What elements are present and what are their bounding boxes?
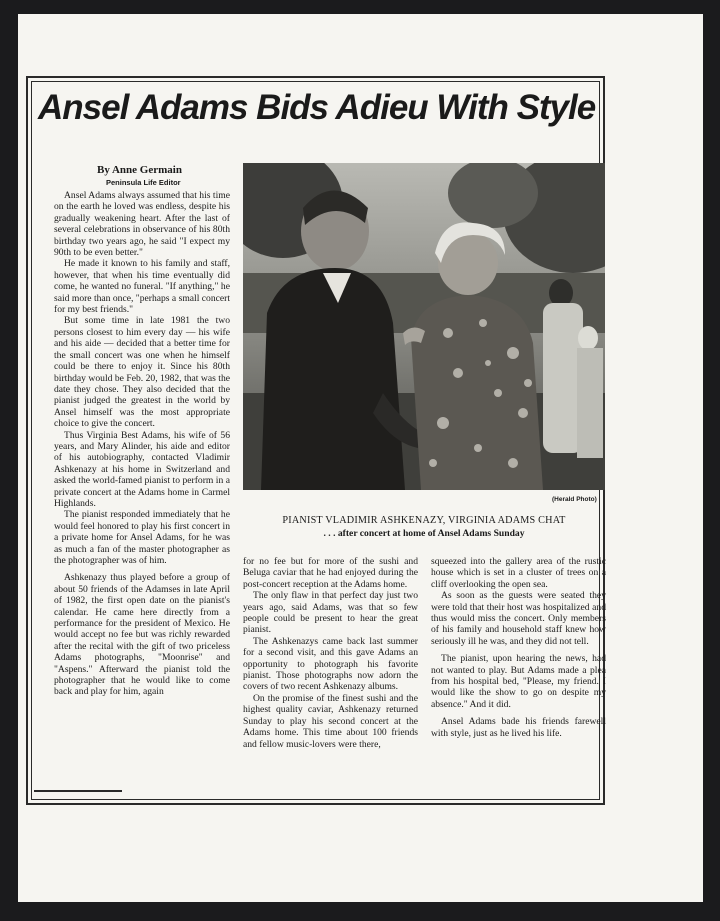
paragraph: As soon as the guests were seated they were told that their host was hospitalized and thus would miss the concert. Only members of his family and household staff knew how seriously ill he was, and they did not tell. — [431, 590, 606, 647]
byline-author: By Anne Germain — [97, 164, 182, 176]
news-photo — [243, 163, 605, 490]
article-column-1 — [54, 190, 230, 790]
paragraph: squeezed into the gallery area of the rustic house which is set in a cluster of trees on a cliff overlooking the open sea. — [431, 556, 606, 590]
paragraph: for no fee but for more of the sushi and Beluga caviar that he had enjoyed during the post-concert reception at the Adams home. — [243, 556, 418, 590]
paragraph: The only flaw in that perfect day just two years ago, said Adams, was that so few people could be present to hear the great pianist. — [243, 590, 418, 636]
photo-subcaption: . . . after concert at home of Ansel Adams Sunday — [323, 528, 525, 539]
photo-caption: PIANIST VLADIMIR ASHKENAZY, VIRGINIA ADAMS CHAT — [282, 515, 566, 526]
paragraph: The pianist, upon hearing the news, had not wanted to play. But Adams made a plea from his hospital bed, "Please, my friend. I would like the show to go on despite my absence." And it did. — [431, 653, 606, 710]
byline-title: Peninsula Life Editor — [106, 178, 181, 187]
paragraph: Thus Virginia Best Adams, his wife of 56 years, and Mary Alinder, his aide and editor of his autobiography, contacted Vladimir Ashkenazy at his home in Switzerland and asked the world-famed pianist to perform in a private concert at the Adams home in Carmel Highlands. — [54, 429, 230, 509]
photo-credit: (Herald Photo) — [552, 496, 597, 503]
paragraph: He made it known to his family and staff, however, that when his time eventually did come, he wanted no funeral. "If anything," he said more than once, "perhaps a small concert for my best friends." — [54, 258, 230, 316]
headline: Ansel Adams Bids Adieu With Style — [38, 88, 596, 127]
paragraph: But some time in late 1981 the two persons closest to him every day — his wife and his aide — decided that a better time for the small concert was one when he himself could be there to enjoy it. Since his 80th birthday would be Feb. 20, 1982, that was the date they chose. They also decided that the pianist judged the greatest in the world by Ansel himself was the most appropriate choice to give the concert. — [54, 315, 230, 430]
paragraph: On the promise of the finest sushi and the highest quality caviar, Ashkenazy returned Sunday to play his second concert at the Adams home. This time about 100 friends and fellow music-lovers were there, — [243, 692, 418, 750]
paragraph: Ansel Adams always assumed that his time on the earth he loved was endless, despite his gradually weakening heart. After the last of several celebrations in observance of his 80th birthday two years ago, he said "I expect my 90th to be even better." — [54, 190, 230, 259]
photo-image — [243, 163, 605, 490]
article-column-2 — [243, 556, 418, 791]
article-column-3 — [431, 556, 606, 791]
paragraph: Ashkenazy thus played before a group of about 50 friends of the Adamses in late April of 1982, the first open date on the pianist's calendar. He came here directly from a performance for the president of Mexico. He would accept no fee but was richly rewarded after the recital with the gift of two priceless Adams photographs, "Moonrise" and "Aspens." Afterward the pianist told the photographer that he would like to come back and play for him, again — [54, 572, 230, 698]
paragraph: The pianist responded immediately that he would feel honored to play his first concert in a private home for Ansel Adams, for he was as much a fan of the master photographer as the photographer was of him. — [54, 509, 230, 566]
paragraph: The Ashkenazys came back last summer for a second visit, and this gave Adams an opportunity to photograph his favorite pianist. Those photographs now adorn the covers of two recent Ashkenazy albums. — [243, 635, 418, 693]
clipping-rule — [34, 790, 122, 792]
paragraph: Ansel Adams bade his friends farewell with style, just as he lived his life. — [431, 716, 606, 739]
